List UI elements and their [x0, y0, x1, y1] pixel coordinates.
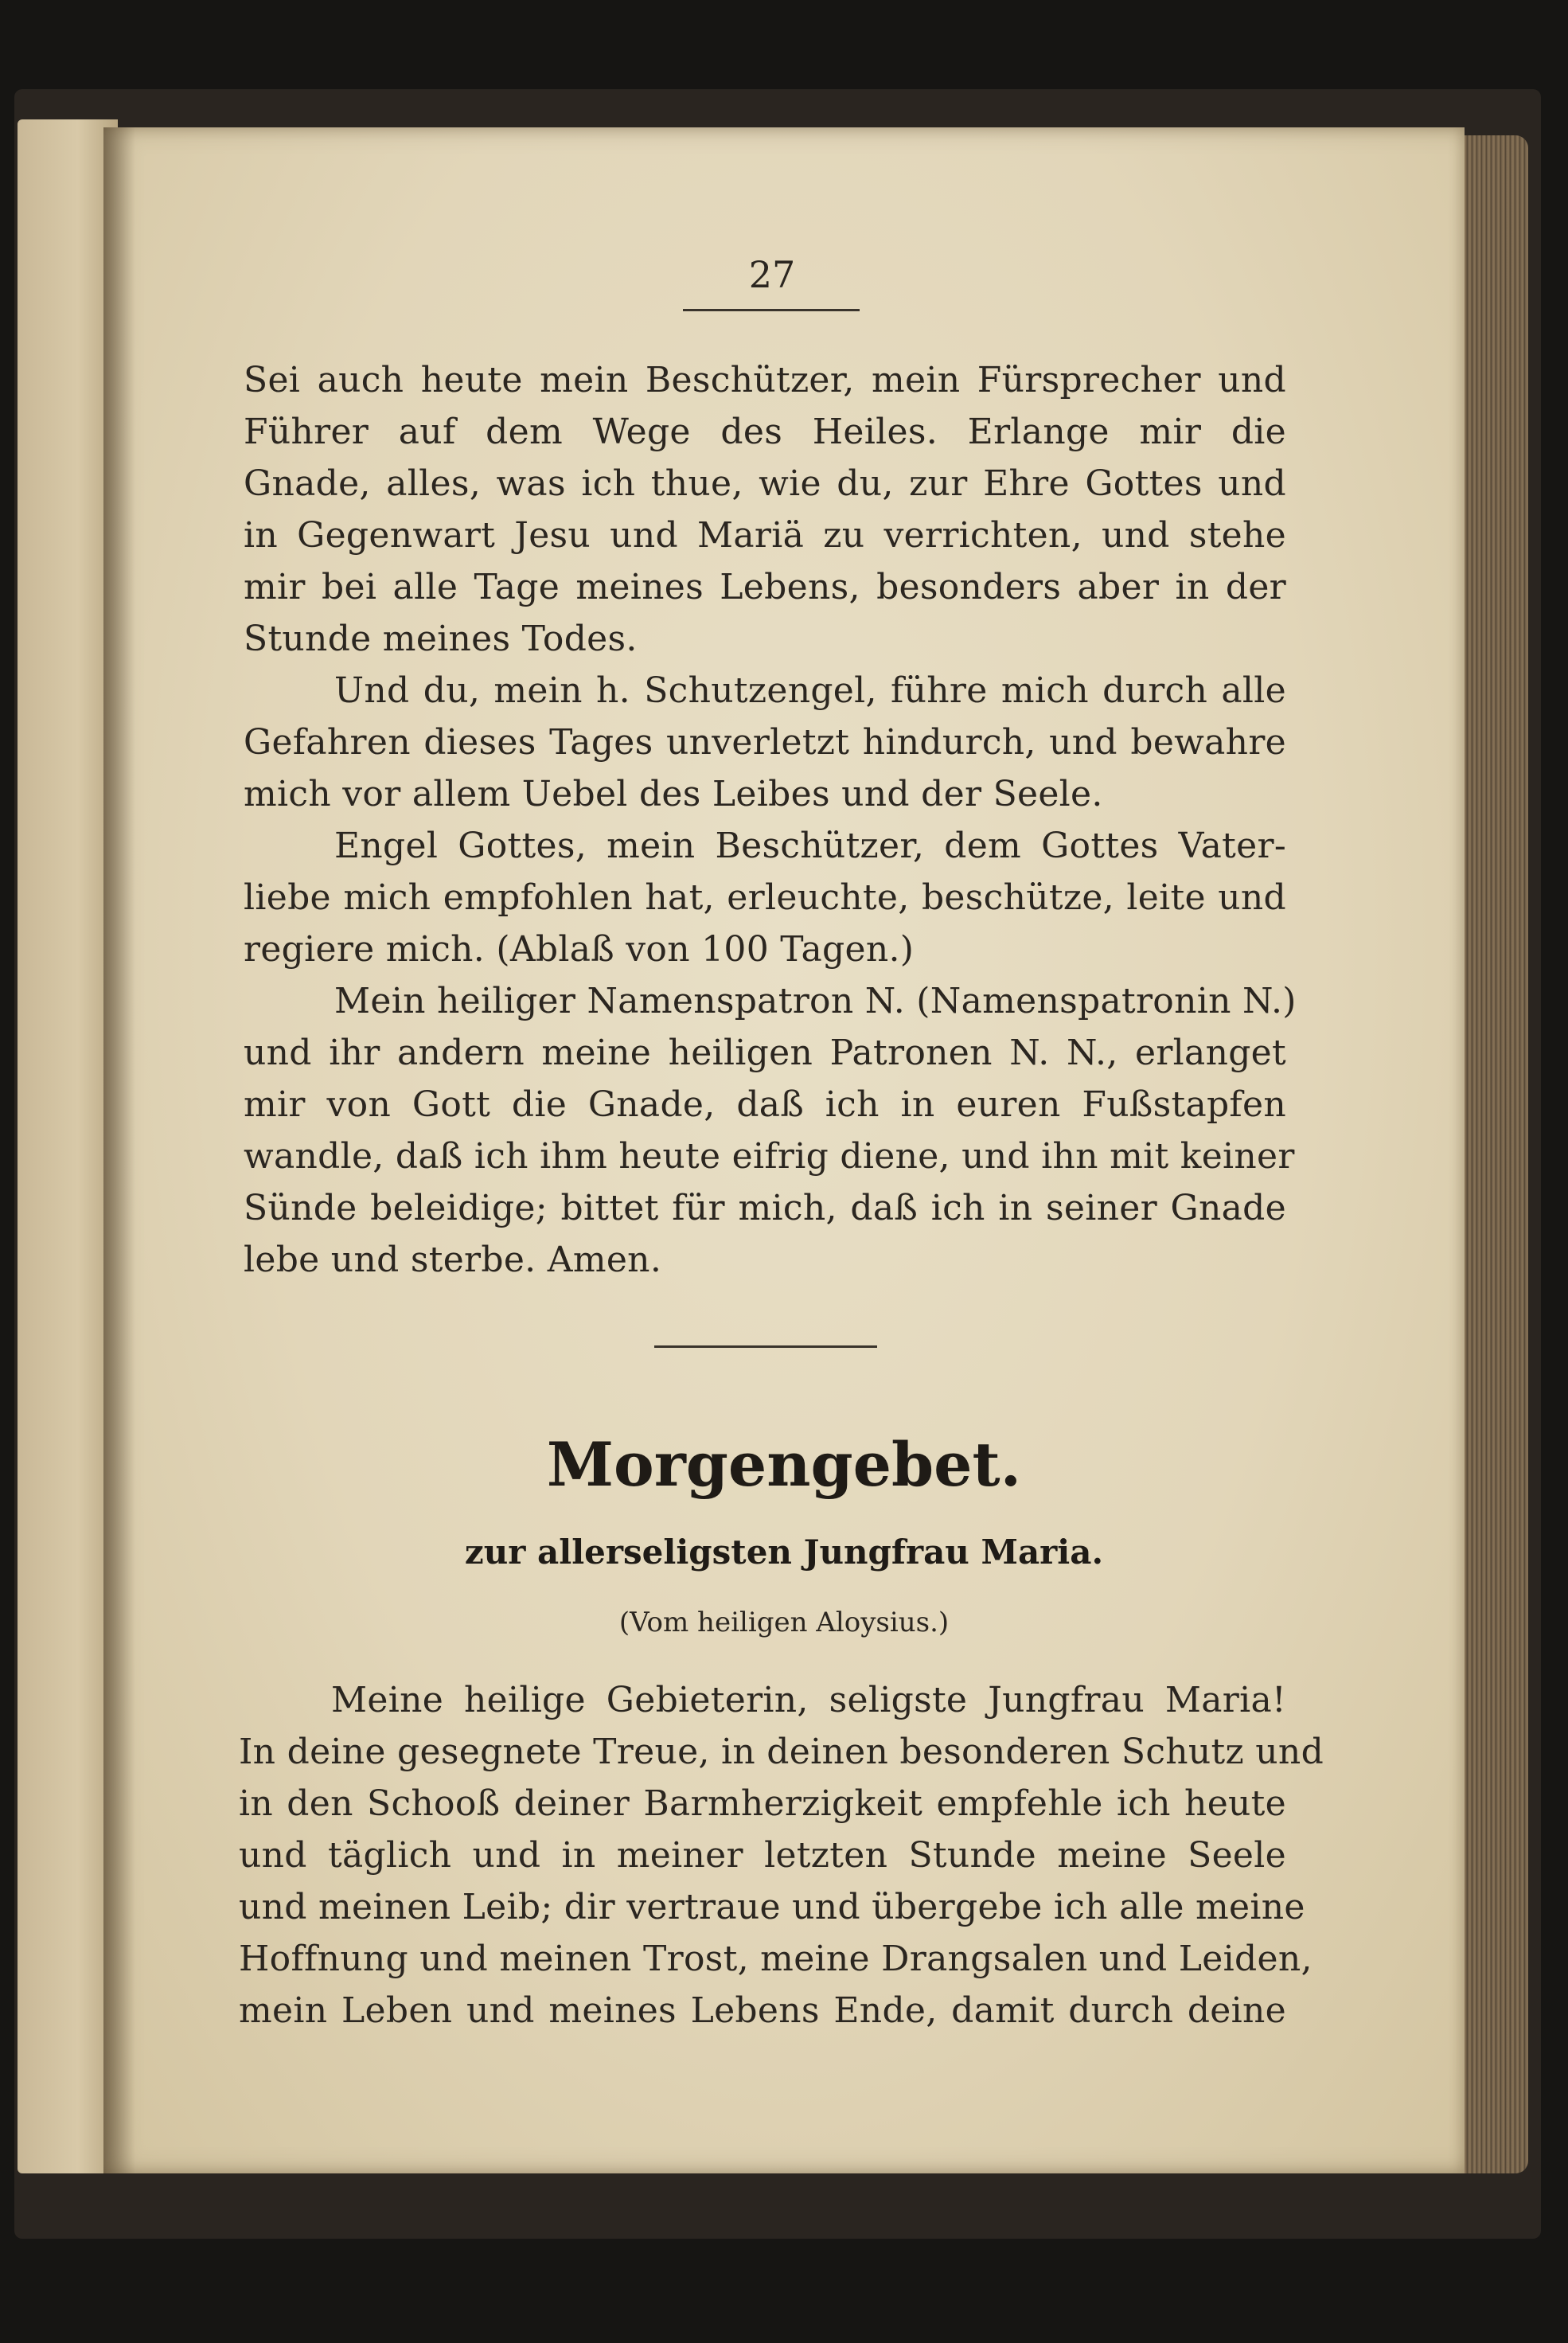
text-line: Sünde beleidige; bittet für mich, daß ich in seiner Gnade: [244, 1188, 1286, 1228]
text-line: liebe mich empfohlen hat, erleuchte, beschütze, leite und: [244, 877, 1286, 918]
text-line: In deine gesegnete Treue, in deinen besonderen Schutz und: [239, 1732, 1324, 1772]
page-number: 27: [748, 253, 796, 296]
text-line: wandle, daß ich ihm heute eifrig diene, und ihn mit keiner: [244, 1136, 1295, 1177]
section-heading-text: Morgengebet: [546, 1429, 1000, 1500]
text-line: Gnade, alles, was ich thue, wie du, zur Ehre Gottes und: [244, 463, 1286, 504]
page-number-rule: [683, 309, 860, 311]
text-line: Gefahren dieses Tages unverletzt hindurch, und bewahre: [244, 722, 1286, 763]
page-gutter-shadow: [103, 127, 135, 2173]
text-line: Stunde meines Todes.: [244, 619, 638, 659]
text-line: Sei auch heute mein Beschützer, mein Fürsprecher und: [244, 360, 1286, 400]
text-line: mich vor allem Uebel des Leibes und der Seele.: [244, 774, 1103, 814]
text-line: in den Schooß deiner Barmherzigkeit empfehle ich heute: [239, 1783, 1286, 1824]
section-heading: [0, 1429, 1568, 1500]
section-heading-period: .: [1000, 1429, 1022, 1500]
text-line: und meinen Leib; dir vertraue und übergebe ich alle meine: [239, 1887, 1305, 1927]
section-divider: [654, 1345, 877, 1348]
text-line: Mein heiliger Namenspatron N. (Namenspatronin N.): [334, 981, 1297, 1021]
text-line: Und du, mein h. Schutzengel, führe mich durch alle: [334, 670, 1286, 711]
text-line: in Gegenwart Jesu und Mariä zu verrichten, und stehe: [244, 515, 1286, 556]
section-subheading: zur allerseligsten Jungfrau Maria.: [464, 1533, 1104, 1572]
text-line: und täglich und in meiner letzten Stunde meine Seele: [239, 1835, 1286, 1876]
text-line: mein Leben und meines Lebens Ende, damit durch deine: [239, 1990, 1286, 2031]
text-line: Meine heilige Gebieterin, seligste Jungfrau Maria!: [331, 1680, 1286, 1720]
text-line: Engel Gottes, mein Beschützer, dem Gottes Vater-: [334, 826, 1286, 866]
text-line: regiere mich. (Ablaß von 100 Tagen.): [244, 929, 915, 970]
text-line: lebe und sterbe. Amen.: [244, 1240, 662, 1280]
text-line: Führer auf dem Wege des Heiles. Erlange mir die: [244, 412, 1286, 452]
section-attribution: (Vom heiligen Aloysius.): [618, 1607, 950, 1638]
text-line: mir von Gott die Gnade, daß ich in euren Fußstapfen: [244, 1084, 1286, 1125]
text-line: und ihr andern meine heiligen Patronen N. N., erlanget: [244, 1033, 1286, 1073]
text-line: Hoffnung und meinen Trost, meine Drangsalen und Leiden,: [239, 1939, 1313, 1979]
text-line: mir bei alle Tage meines Lebens, besonders aber in der: [244, 567, 1286, 607]
